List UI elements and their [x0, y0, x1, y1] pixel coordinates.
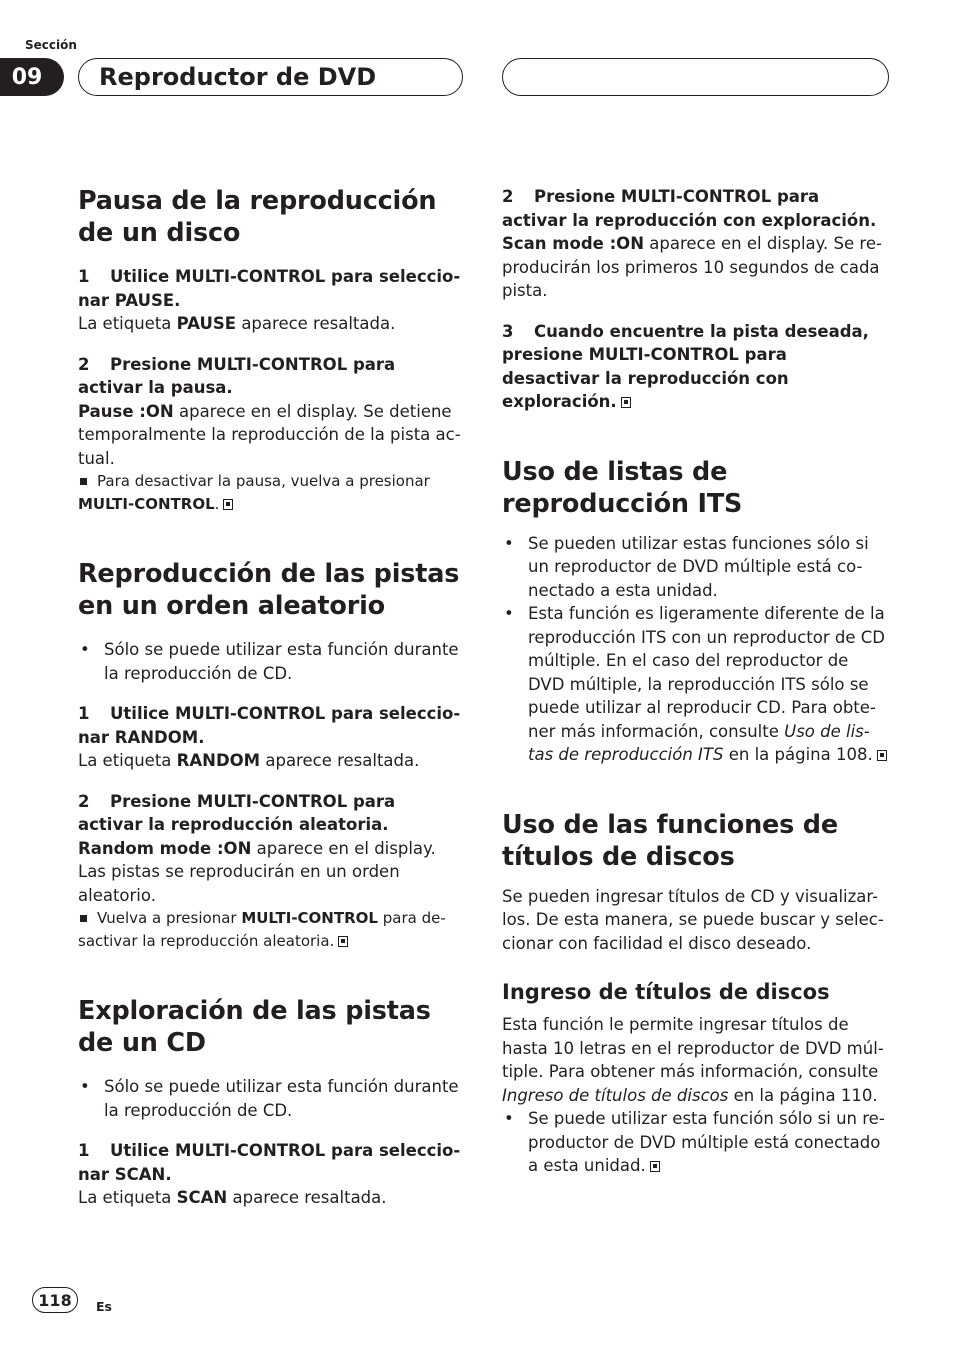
scan-step-2	[502, 185, 887, 232]
step-number: 1	[78, 1141, 90, 1160]
bold-text: Pause :ON	[78, 401, 174, 421]
text: Para desactivar la pausa, vuelva a presionar	[97, 472, 430, 490]
step-text: Presione MULTI-CONTROL para activar la reproducción con exploración.	[502, 187, 877, 230]
text: en la página 108.	[723, 745, 873, 764]
list-item: • Sólo se puede utilizar esta función durante la reproducción de CD.	[78, 638, 463, 685]
scan-step-2-desc	[502, 232, 887, 303]
random-step-1	[78, 702, 463, 749]
scan-heading: Exploración de las pistas de un CD	[78, 996, 431, 1058]
end-mark-icon	[621, 397, 631, 408]
list-item: • Sólo se puede utilizar esta función durante la reproducción de CD.	[78, 1075, 463, 1122]
note-square-icon	[80, 915, 87, 922]
section-title	[78, 58, 463, 96]
end-mark-icon	[877, 750, 887, 761]
end-mark-icon	[338, 936, 348, 947]
italic-text: Ingreso de títulos de discos	[502, 1085, 729, 1105]
step-number: 2	[78, 354, 90, 374]
language-code: Es	[96, 1299, 112, 1314]
text: La etiqueta	[78, 1188, 177, 1207]
scan-bullets	[78, 1075, 463, 1122]
step-text: Utilice MULTI-CONTROL para seleccio-nar PAUSE.	[78, 267, 461, 310]
scan-step-1-desc	[78, 1186, 463, 1210]
right-column	[502, 185, 887, 1178]
section-blank-box	[502, 58, 889, 96]
pause-step-1	[78, 265, 463, 312]
text: para de-sactivar la reproducción aleatoria.	[78, 909, 446, 950]
bold-text: PAUSE	[176, 314, 237, 333]
pause-step-2-desc	[78, 400, 463, 471]
pause-step-2	[78, 353, 463, 400]
section-label: Sección	[25, 38, 77, 52]
end-mark-icon	[650, 1161, 660, 1172]
step-number: 2	[502, 187, 514, 206]
its-bullets	[502, 532, 887, 767]
text: aparece en el display. Se detiene temporalmente la reproducción de la pista ac-tual.	[78, 401, 461, 468]
text: .	[214, 495, 220, 513]
random-step-2	[78, 790, 463, 837]
bold-text: SCAN	[176, 1188, 228, 1207]
pause-heading: Pausa de la reproducción de un disco	[78, 186, 437, 248]
italic-text: Uso de lis-tas de reproducción ITS	[528, 721, 870, 764]
titles-bullets	[502, 1107, 887, 1178]
step-text: Presione MULTI-CONTROL para activar la pausa.	[78, 354, 396, 397]
text: aparece resaltada.	[260, 751, 420, 770]
step-text: Utilice MULTI-CONTROL para seleccio-nar RANDOM.	[78, 704, 461, 747]
step-text: Presione MULTI-CONTROL para activar la reproducción aleatoria.	[78, 791, 396, 834]
text: aparece en el display. Las pistas se reproducirán en un orden aleatorio.	[78, 838, 436, 905]
step-number: 1	[78, 267, 90, 286]
step-text: Cuando encuentre la pista deseada, presione MULTI-CONTROL para desactivar la reproducción con exploración.	[502, 321, 869, 411]
pause-note	[78, 470, 463, 516]
bold-text: MULTI-CONTROL	[78, 495, 215, 513]
section-number: 09	[0, 58, 64, 96]
text: aparece resaltada.	[236, 314, 396, 333]
titles-desc: Se pueden ingresar títulos de CD y visualizar-los. De esta manera, se puede buscar y selec-cionar con facilidad el disco deseado.	[502, 886, 884, 953]
text: Vuelva a presionar	[97, 909, 242, 927]
note-square-icon	[80, 478, 87, 485]
its-heading: Uso de listas de reproducción ITS	[502, 456, 743, 519]
step-number: 2	[78, 791, 90, 811]
pause-step-1-desc	[78, 312, 463, 336]
text: Se puede utilizar esta función sólo si un re-productor de DVD múltiple está conectado a esta unidad.	[528, 1109, 885, 1175]
random-heading: Reproducción de las pistas en un orden aleatorio	[78, 559, 460, 621]
bold-text: Scan mode :ON	[502, 234, 644, 253]
text: aparece resaltada.	[227, 1188, 387, 1207]
step-text: Utilice MULTI-CONTROL para seleccio-nar SCAN.	[78, 1141, 461, 1184]
text: aparece en el display. Se re-producirán los primeros 10 segundos de cada pista.	[502, 234, 882, 300]
list-item: • Se pueden utilizar estas funciones sólo si un reproductor de DVD múltiple está co-nectado a esta unidad.	[502, 532, 887, 603]
titles-sub-desc	[502, 1013, 887, 1107]
random-step-2-desc	[78, 837, 463, 908]
section-title-text: Reproductor de DVD	[99, 63, 377, 91]
left-column	[78, 185, 463, 1210]
text: Esta función es ligeramente diferente de la reproducción ITS con un reproductor de CD múltiple. En el caso del reproductor de DVD múltiple, la reproducción ITS sólo se puede utilizar al reproducir CD. Para obte-ner más información, consulte	[528, 604, 885, 741]
end-mark-icon	[223, 499, 233, 510]
list-item	[502, 1107, 887, 1178]
bold-text: MULTI-CONTROL	[241, 909, 378, 927]
random-step-1-desc	[78, 749, 463, 773]
random-note	[78, 907, 463, 953]
text: La etiqueta	[78, 314, 177, 333]
step-number: 3	[502, 321, 514, 341]
bold-text: RANDOM	[176, 751, 261, 770]
step-number: 1	[78, 704, 90, 723]
text: Esta función le permite ingresar títulos de hasta 10 letras en el reproductor de DVD múl-tiple. Para obtener más información, consulte	[502, 1015, 884, 1081]
text: La etiqueta	[78, 751, 177, 770]
list-item	[502, 602, 887, 767]
titles-heading: Uso de las funciones de títulos de discos	[502, 809, 838, 872]
text: en la página 110.	[728, 1085, 878, 1105]
titles-subheading: Ingreso de títulos de discos	[502, 980, 830, 1004]
scan-step-1	[78, 1139, 463, 1186]
page-number: 118	[32, 1287, 78, 1313]
bold-text: Random mode :ON	[78, 838, 252, 858]
scan-step-3	[502, 320, 887, 414]
random-bullets	[78, 638, 463, 685]
